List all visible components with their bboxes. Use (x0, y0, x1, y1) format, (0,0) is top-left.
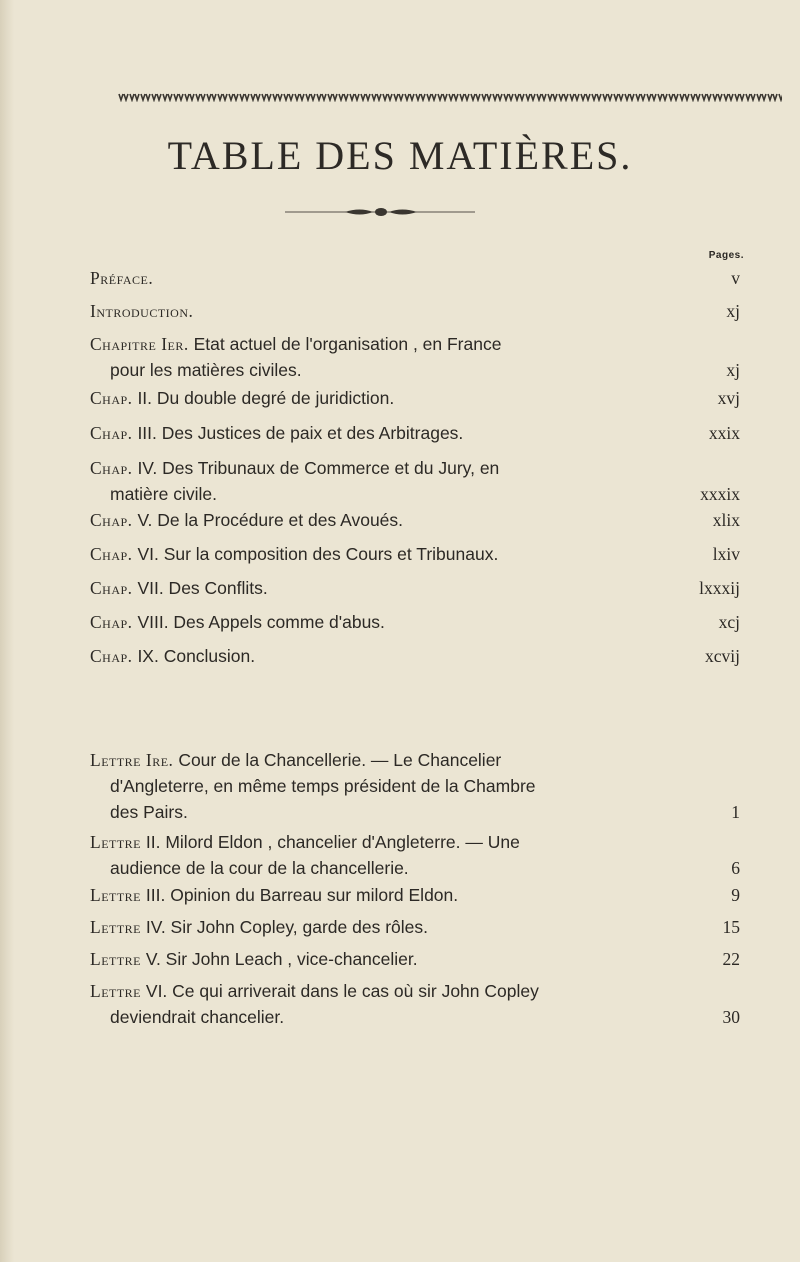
toc-entry-label: Chap. (90, 544, 133, 564)
toc-entry (90, 541, 740, 567)
toc-entry-line (90, 298, 740, 324)
toc-entry (90, 385, 740, 411)
toc-entry-label: Lettre (90, 981, 142, 1001)
toc-entry-text: des Pairs. (110, 802, 188, 822)
toc-entry-line (90, 978, 740, 1004)
toc-entry (90, 914, 740, 940)
toc-entry-page: 1 (731, 802, 740, 822)
toc-entry-line (90, 914, 740, 940)
toc-entry-page: 9 (731, 885, 740, 905)
toc-entry-page: xcj (718, 612, 740, 632)
toc-entry-continuation (90, 481, 740, 507)
toc-entry-page: xxxix (700, 484, 740, 504)
toc-entry-line (90, 829, 740, 855)
toc-entry-line (90, 609, 740, 635)
toc-entry-label: Chap. (90, 510, 133, 530)
toc-entry-line (90, 946, 740, 972)
toc-entry (90, 978, 740, 1030)
toc-entry-continuation (90, 855, 740, 881)
toc-entry-text: audience de la cour de la chancellerie. (110, 858, 409, 878)
toc-entry-continuation (90, 799, 740, 825)
toc-entry-page: xj (726, 301, 740, 321)
toc-entry-line (90, 507, 740, 533)
page-title: TABLE DES MATIÈRES. (167, 133, 633, 178)
toc-entry-text: deviendrait chancelier. (110, 1007, 285, 1027)
toc-entry-page: xj (726, 360, 740, 380)
toc-entry-text: VII. Des Conflits. (137, 578, 268, 598)
toc-entry-label: Chapitre Ier. (90, 334, 189, 354)
title-divider-ornament (285, 206, 475, 218)
toc-entry-text: matière civile. (110, 484, 217, 504)
toc-entry-label: Chap. (90, 578, 133, 598)
toc-entry (90, 507, 740, 533)
toc-entry-text: IV. Des Tribunaux de Commerce et du Jury, en (137, 458, 500, 478)
toc-entry-line (90, 575, 740, 601)
toc-entry-line (90, 643, 740, 669)
toc-entry-text: II. Du double degré de juridiction. (137, 388, 395, 408)
toc-entry (90, 331, 740, 383)
toc-entry-page: 6 (731, 858, 740, 878)
toc-entry-text: VI. Ce qui arriverait dans le cas où sir John Copley (145, 981, 539, 1001)
toc-entry-text: pour les matières civiles. (110, 360, 302, 380)
toc-entry-text: Etat actuel de l'organisation , en France (193, 334, 502, 354)
toc-entry-page: 30 (722, 1007, 740, 1027)
toc-entry-label: Chap. (90, 388, 133, 408)
toc-entry-label: Lettre Ire. (90, 750, 174, 770)
toc-entry-line (90, 420, 740, 446)
toc-entry (90, 575, 740, 601)
toc-entry (90, 643, 740, 669)
toc-entry-text: d'Angleterre, en même temps président de la Chambre (110, 776, 536, 796)
toc-entry (90, 298, 740, 324)
toc-entry-text: IV. Sir John Copley, garde des rôles. (145, 917, 428, 937)
toc-entry-page: lxxxij (699, 578, 740, 598)
toc-entry-line (90, 455, 740, 481)
toc-entry-label: Introduction. (90, 301, 194, 321)
toc-entry-label: Lettre (90, 885, 142, 905)
toc-entry-page: xlix (712, 510, 740, 530)
toc-entry (90, 946, 740, 972)
toc-entry-text: II. Milord Eldon , chancelier d'Angleterre. — Une (145, 832, 520, 852)
toc-entry-text: IX. Conclusion. (137, 646, 256, 666)
toc-entry-label: Lettre (90, 832, 142, 852)
toc-entry-text: Cour de la Chancellerie. — Le Chancelier (178, 750, 502, 770)
toc-entry-continuation (90, 357, 740, 383)
page-edge-shadow (0, 0, 14, 1262)
toc-entry (90, 882, 740, 908)
toc-entry-text: III. Opinion du Barreau sur milord Eldon. (145, 885, 459, 905)
toc-entry (90, 455, 740, 507)
toc-entry (90, 747, 740, 825)
toc-entry-text: III. Des Justices de paix et des Arbitrages. (137, 423, 464, 443)
toc-entry-page: xvj (717, 388, 740, 408)
toc-entry-text: VIII. Des Appels comme d'abus. (137, 612, 385, 632)
toc-entry-line (90, 331, 740, 357)
toc-entry (90, 829, 740, 881)
toc-entry-page: xxix (708, 423, 740, 443)
toc-entry-label: Lettre (90, 917, 142, 937)
toc-entry-text: V. Sir John Leach , vice-chancelier. (145, 949, 418, 969)
toc-entry (90, 420, 740, 446)
header-ornament-border (118, 92, 782, 102)
toc-entry-text: VI. Sur la composition des Cours et Tribunaux. (137, 544, 499, 564)
toc-entry-text: V. De la Procédure et des Avoués. (137, 510, 404, 530)
toc-entry-label: Chap. (90, 612, 133, 632)
toc-entry-continuation (90, 773, 740, 799)
toc-entry-label: Chap. (90, 423, 133, 443)
toc-entry-label: Lettre (90, 949, 142, 969)
toc-entry-page: 22 (722, 949, 740, 969)
toc-entry (90, 609, 740, 635)
toc-entry-label: Chap. (90, 646, 133, 666)
toc-entry (90, 265, 740, 291)
toc-entry-line (90, 882, 740, 908)
toc-entry-line (90, 265, 740, 291)
toc-entry-page: 15 (722, 917, 740, 937)
toc-entry-page: lxiv (712, 544, 740, 564)
toc-entry-continuation (90, 1004, 740, 1030)
toc-entry-page: xcvij (705, 646, 740, 666)
toc-entry-label: Chap. (90, 458, 133, 478)
toc-entry-page: v (731, 268, 740, 288)
toc-entry-label: Préface. (90, 268, 154, 288)
toc-entry-line (90, 541, 740, 567)
toc-entry-line (90, 747, 740, 773)
pages-column-header: Pages. (708, 250, 744, 261)
toc-entry-line (90, 385, 740, 411)
